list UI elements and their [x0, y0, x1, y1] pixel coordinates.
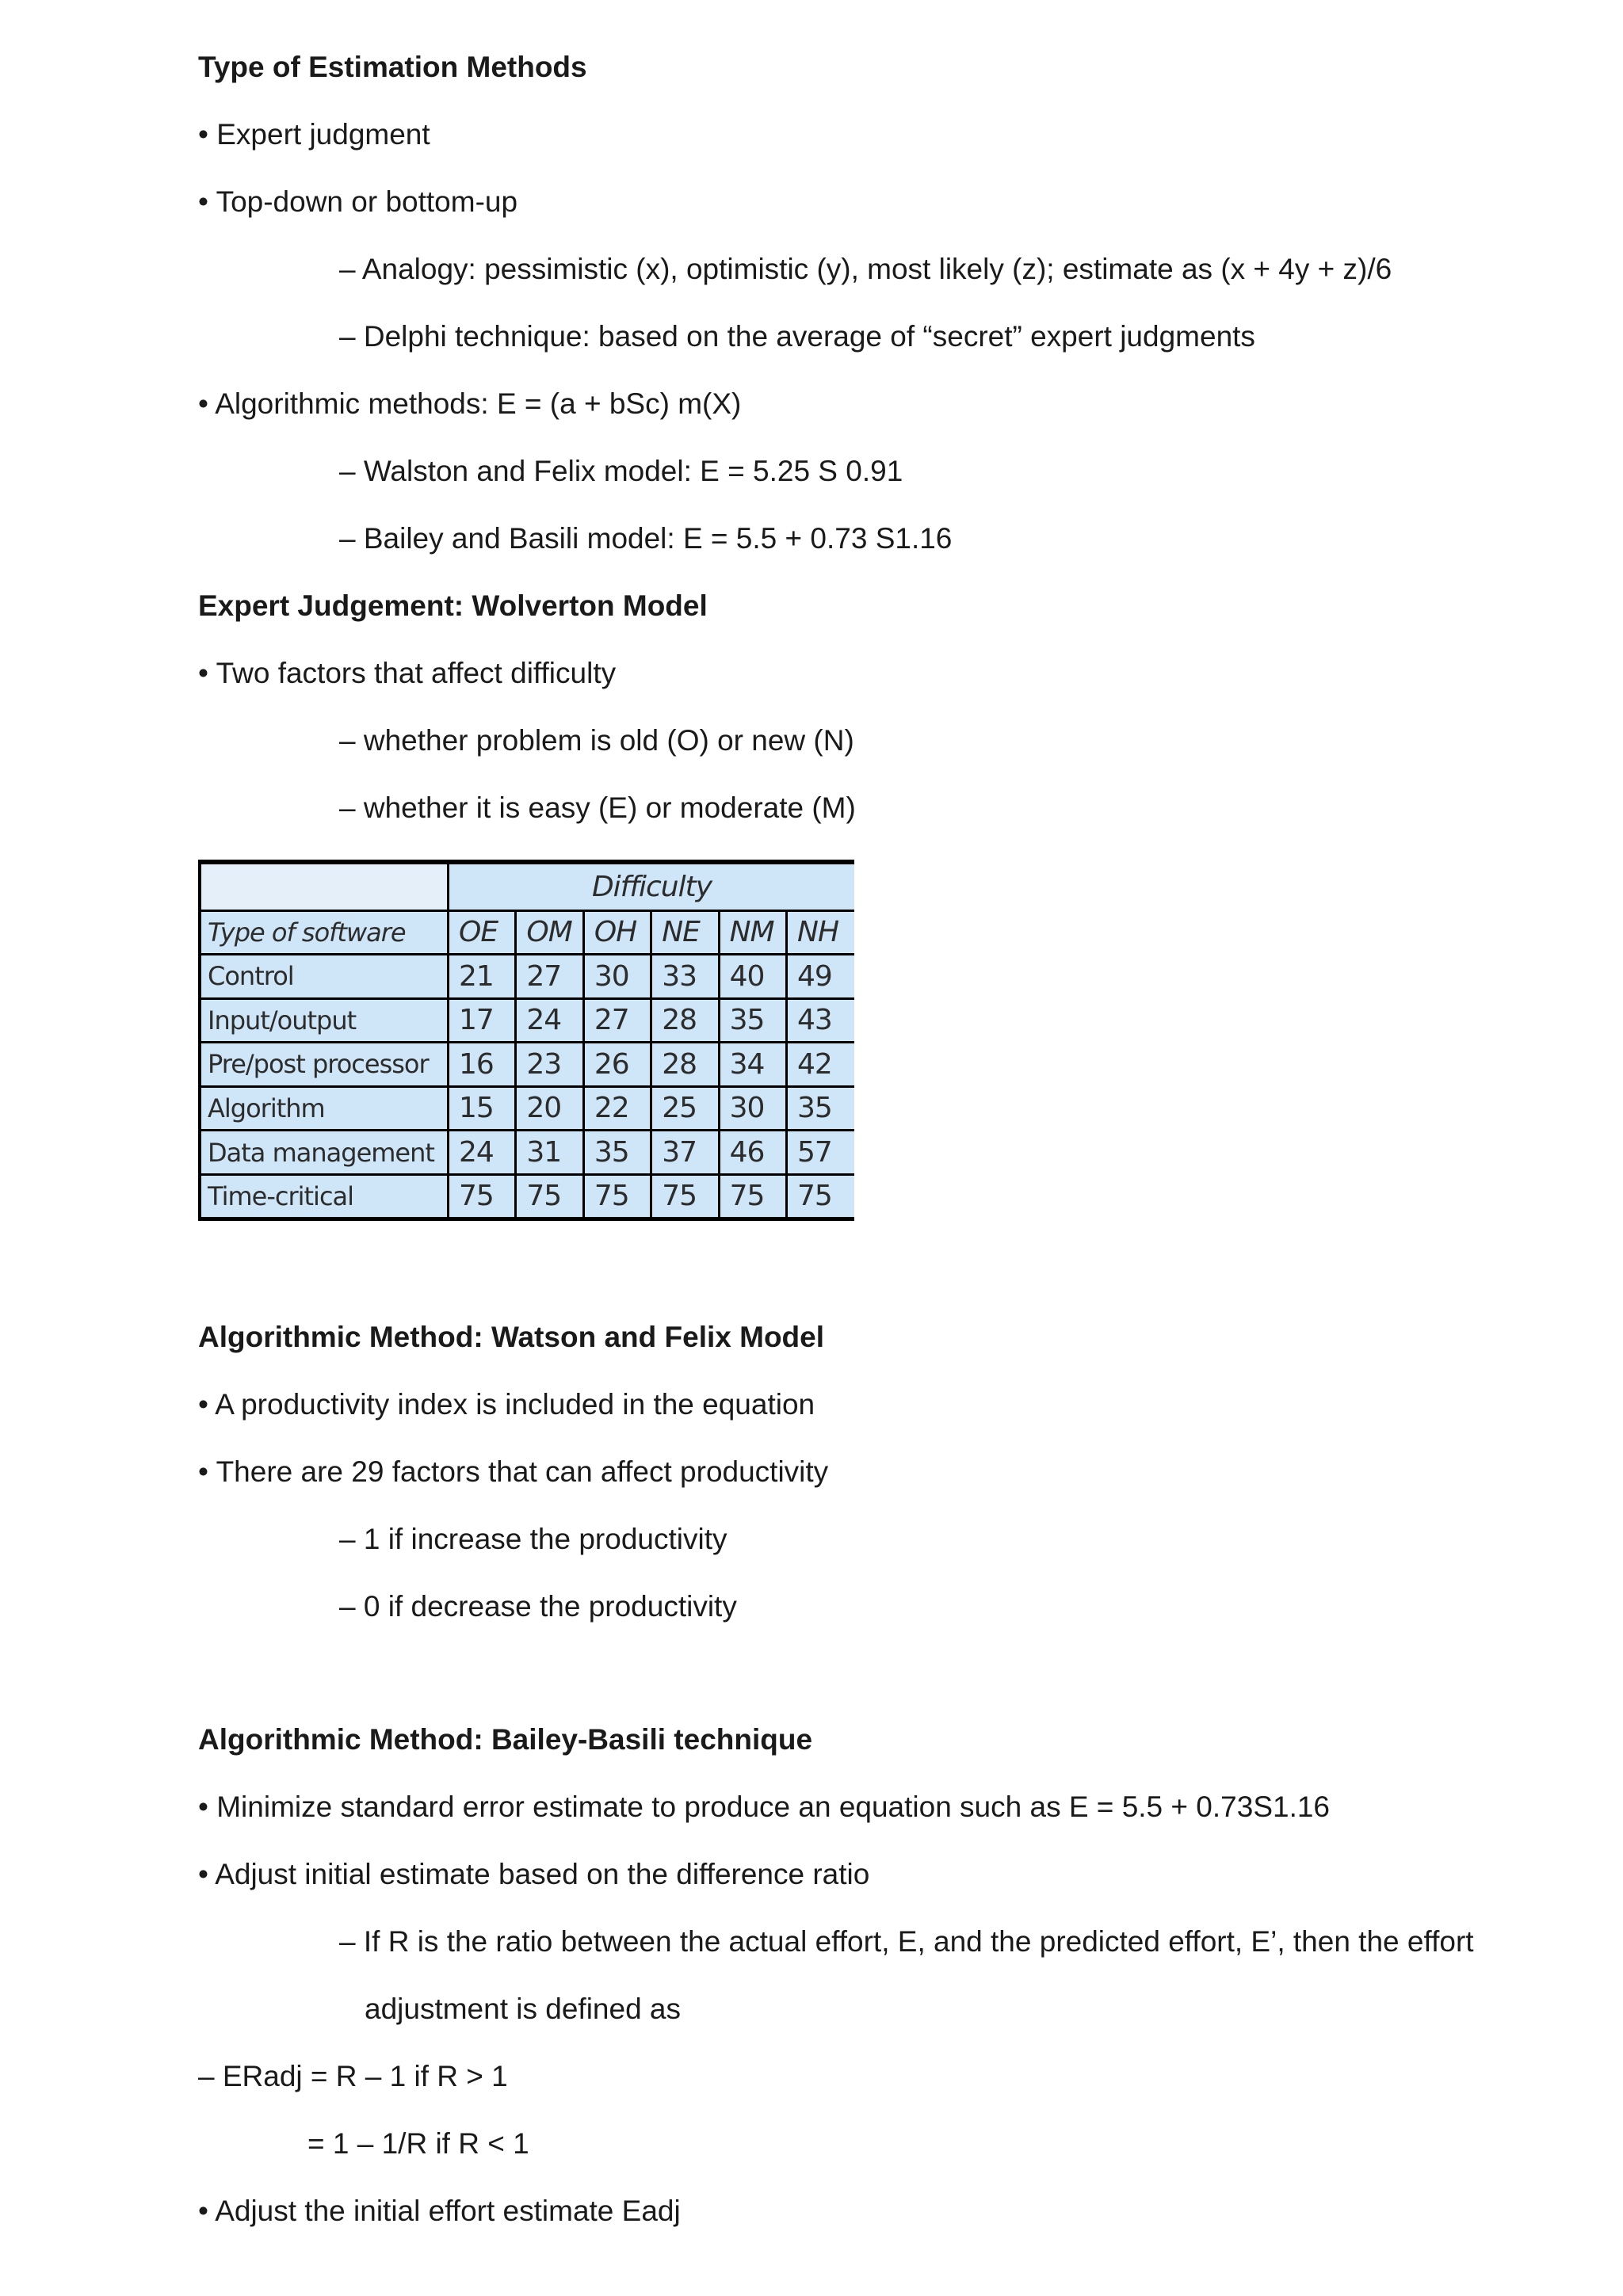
table-cell: 28 — [651, 1043, 719, 1087]
table-cell: 25 — [651, 1086, 719, 1131]
table-cell: 24 — [516, 998, 583, 1043]
table-cell: 75 — [787, 1174, 854, 1217]
table-cell: 21 — [449, 955, 516, 999]
table-cell: 27 — [583, 998, 651, 1043]
table-row — [201, 1174, 854, 1217]
bullet-29-factors: • There are 29 factors that can affect productivity — [198, 1455, 829, 1488]
table-cell: 31 — [516, 1131, 583, 1175]
table-col-header: OE — [449, 910, 516, 955]
table-cell: 35 — [583, 1131, 651, 1175]
table-row — [201, 998, 854, 1043]
table-cell: 16 — [449, 1043, 516, 1087]
table-col-header: OM — [516, 910, 583, 955]
table-row-label: Pre/post processor — [201, 1043, 449, 1087]
table-row — [201, 1086, 854, 1131]
table-corner-cell — [201, 864, 449, 910]
sub-walston-felix: – Walston and Felix model: E = 5.25 S 0.91 — [339, 455, 903, 487]
table-cell: 17 — [449, 998, 516, 1043]
heading-watson-felix: Algorithmic Method: Watson and Felix Model — [198, 1321, 825, 1353]
table-cell: 49 — [787, 955, 854, 999]
table-cell: 26 — [583, 1043, 651, 1087]
heading-estimation-methods: Type of Estimation Methods — [198, 51, 587, 83]
sub-ratio-continuation: adjustment is defined as — [365, 1993, 682, 2025]
table-cell: 75 — [516, 1174, 583, 1217]
table-cell: 27 — [516, 955, 583, 999]
table-cell: 24 — [449, 1131, 516, 1175]
table-cell: 15 — [449, 1086, 516, 1131]
sub-increase-productivity: – 1 if increase the productivity — [339, 1523, 727, 1555]
sub-bailey-basili: – Bailey and Basili model: E = 5.5 + 0.73 S1.16 — [339, 522, 953, 555]
sub-old-new: – whether problem is old (O) or new (N) — [339, 724, 854, 757]
table-cell: 22 — [583, 1086, 651, 1131]
table-col-header: NM — [719, 910, 786, 955]
bullet-algorithmic-methods: • Algorithmic methods: E = (a + bSc) m(X) — [198, 387, 742, 420]
table-cell: 28 — [651, 998, 719, 1043]
sub-analogy: – Analogy: pessimistic (x), optimistic (y), most likely (z); estimate as (x + 4y + z)/6 — [339, 253, 1392, 285]
wolverton-table — [198, 860, 854, 1221]
table-header-row — [201, 910, 854, 955]
table-row — [201, 955, 854, 999]
bullet-adjust-eadj: • Adjust the initial effort estimate Eadj — [198, 2195, 681, 2227]
table-cell: 34 — [719, 1043, 786, 1087]
table-row-header: Type of software — [201, 910, 449, 955]
table-cell: 33 — [651, 955, 719, 999]
table-cell: 35 — [719, 998, 786, 1043]
table-col-header: NE — [651, 910, 719, 955]
table-cell: 30 — [583, 955, 651, 999]
table-cell: 35 — [787, 1086, 854, 1131]
sub-delphi: – Delphi technique: based on the average of “secret” expert judgments — [339, 320, 1255, 353]
formula-eradj-line1: – ERadj = R – 1 if R > 1 — [198, 2060, 508, 2092]
table-cell: 57 — [787, 1131, 854, 1175]
bullet-minimize-error: • Minimize standard error estimate to produce an equation such as E = 5.5 + 0.73S1.16 — [198, 1791, 1331, 1823]
table-row — [201, 1043, 854, 1087]
table-row-label: Algorithm — [201, 1086, 449, 1131]
heading-bailey-basili: Algorithmic Method: Bailey-Basili technique — [198, 1723, 813, 1756]
table-cell: 20 — [516, 1086, 583, 1131]
bullet-adjust-initial: • Adjust initial estimate based on the difference ratio — [198, 1858, 870, 1890]
table-cell: 75 — [719, 1174, 786, 1217]
bullet-productivity-index: • A productivity index is included in the equation — [198, 1388, 815, 1421]
bullet-two-factors: • Two factors that affect difficulty — [198, 657, 617, 689]
table-cell: 40 — [719, 955, 786, 999]
table-cell: 23 — [516, 1043, 583, 1087]
table-cell: 42 — [787, 1043, 854, 1087]
table-col-header: NH — [787, 910, 854, 955]
table-cell: 46 — [719, 1131, 786, 1175]
table-cell: 30 — [719, 1086, 786, 1131]
table-cell: 43 — [787, 998, 854, 1043]
sub-ratio-definition: – If R is the ratio between the actual effort, E, and the predicted effort, E’, then the effort — [339, 1925, 1474, 1958]
table-cell: 37 — [651, 1131, 719, 1175]
table-row-label: Control — [201, 955, 449, 999]
sub-easy-moderate: – whether it is easy (E) or moderate (M) — [339, 791, 856, 824]
table-row — [201, 1131, 854, 1175]
table-cell: 75 — [651, 1174, 719, 1217]
sub-decrease-productivity: – 0 if decrease the productivity — [339, 1590, 737, 1623]
formula-eradj-line2: = 1 – 1/R if R < 1 — [307, 2127, 529, 2160]
table-row-label: Time-critical — [201, 1174, 449, 1217]
table-col-header: OH — [583, 910, 651, 955]
table-row-label: Data management — [201, 1131, 449, 1175]
heading-wolverton: Expert Judgement: Wolverton Model — [198, 589, 708, 622]
table-cell: 75 — [449, 1174, 516, 1217]
bullet-top-down: • Top-down or bottom-up — [198, 185, 518, 218]
bullet-expert-judgment: • Expert judgment — [198, 118, 430, 151]
table-group-header: Difficulty — [449, 864, 855, 910]
table-row-label: Input/output — [201, 998, 449, 1043]
table-cell: 75 — [583, 1174, 651, 1217]
